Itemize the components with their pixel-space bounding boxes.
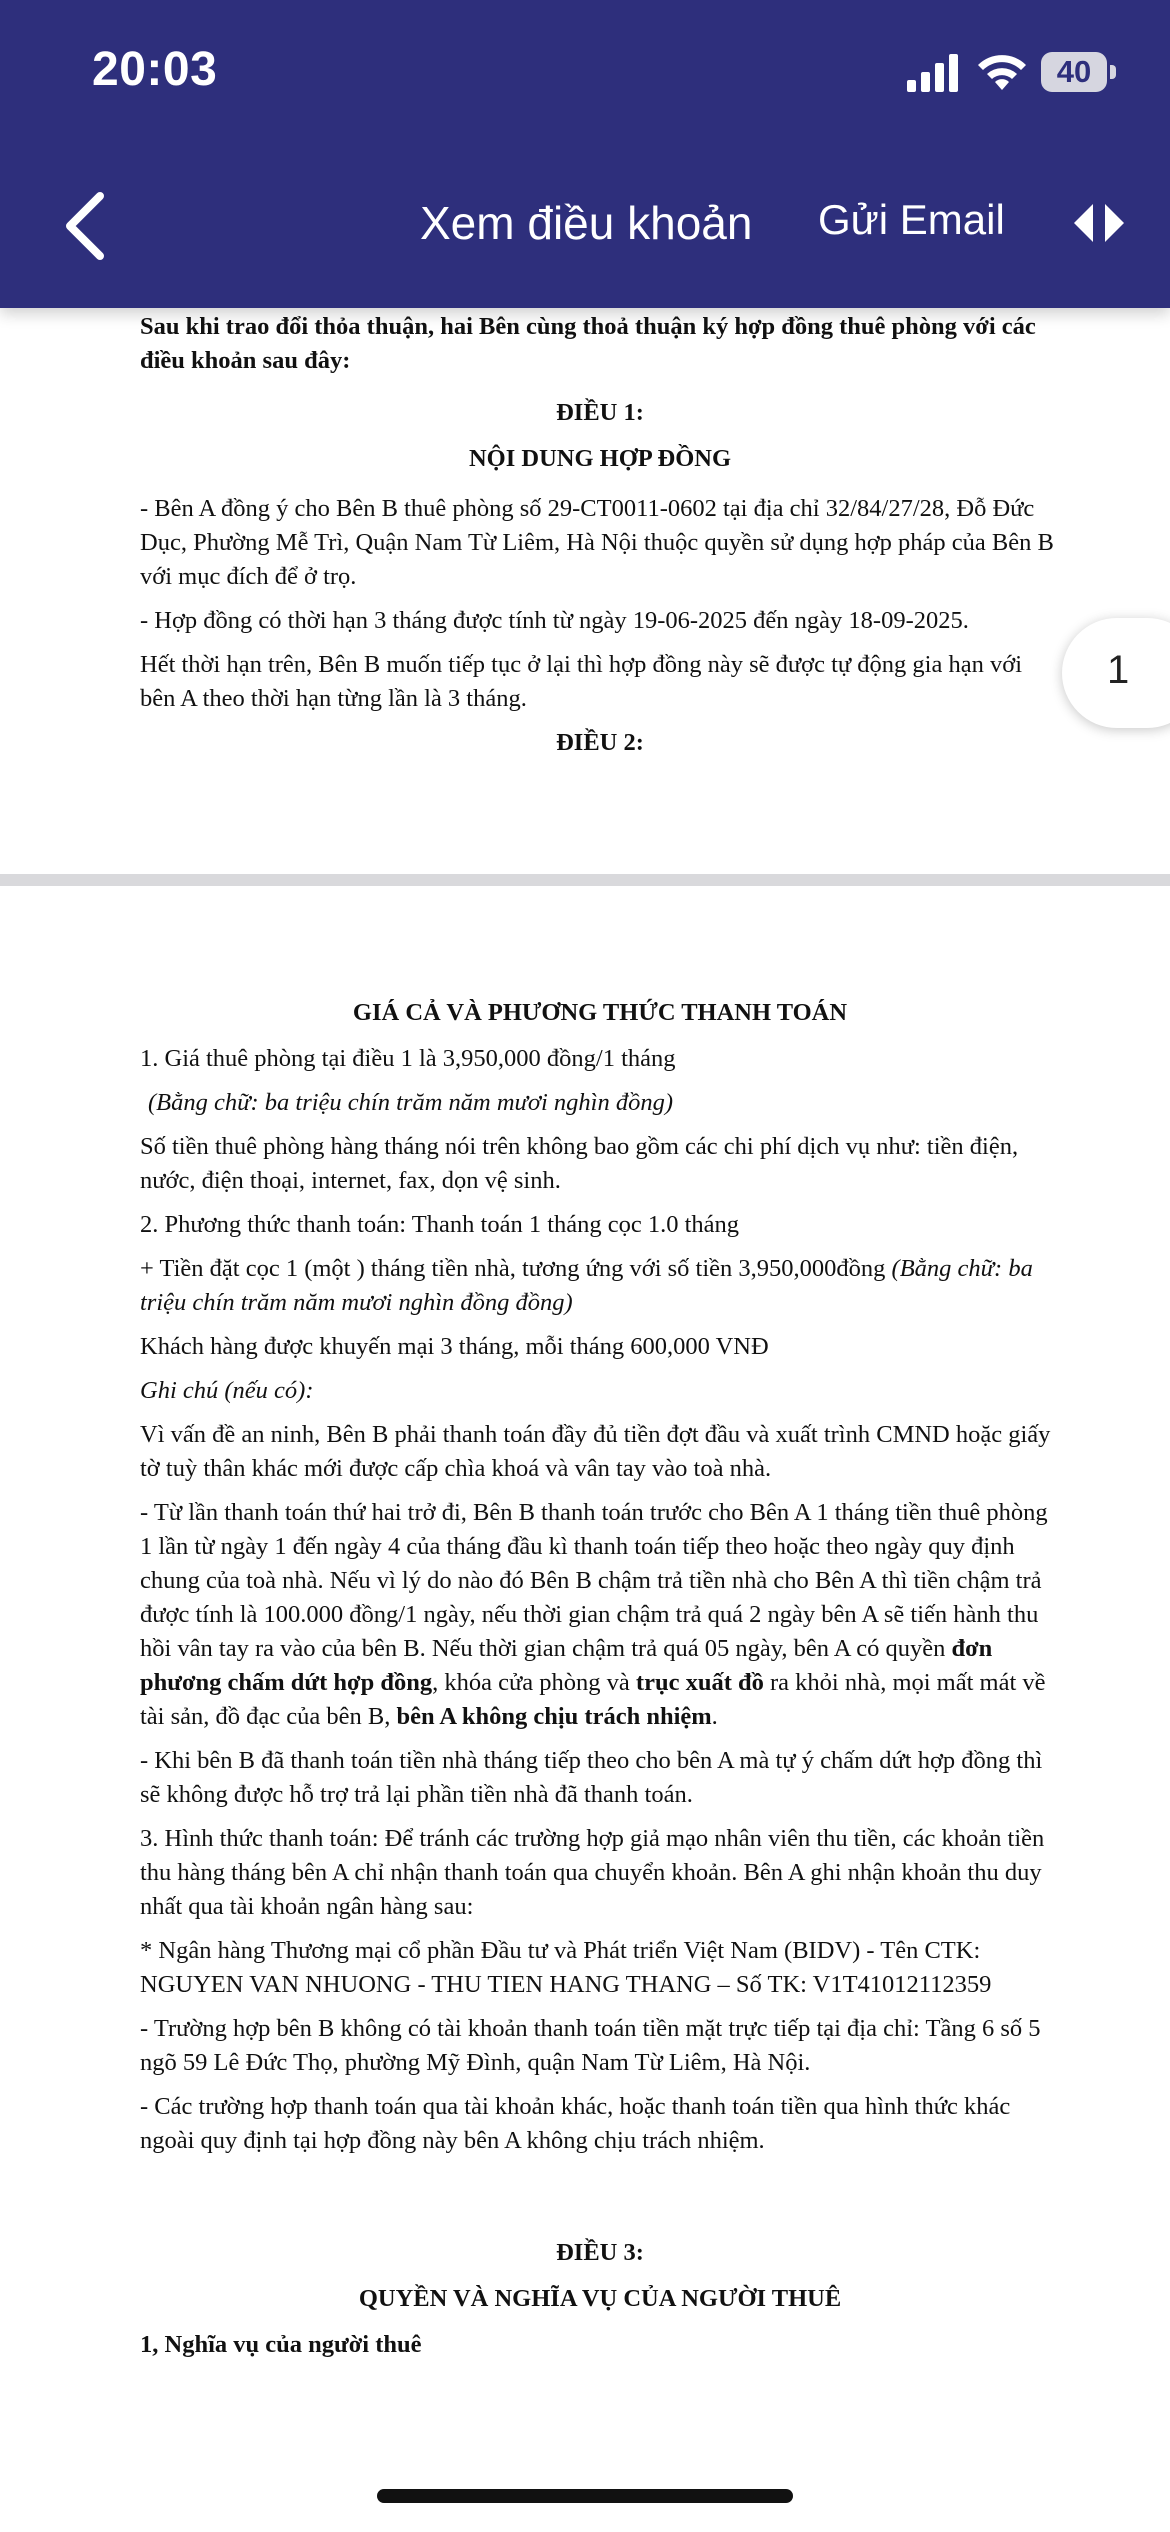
late-payment-text: - Từ lần thanh toán thứ hai trở đi, Bên B thanh toán trước cho Bên A 1 tháng tiền thuê phòng 1 lần từ ngày 1 đến ngày 4 của tháng đầu kì thanh toán tiếp theo hoặc theo ngày quy định chung của toà nhà. Nếu vì lý do nào đó Bên B chậm trả tiền nhà cho Bên A thì tiền chậm trả được tính là 100.000 đồng/1 ngày, nếu thời gian chậm trả quá 2 ngày bên A sẽ tiến hành thu hồi vân tay ra vào của bên B. Nếu thời gian chậm trả quá 05 ngày, bên A có quyền [140,1499,1048,1662]
deposit-in-words: (Bằng chữ: ba triệu chín trăm năm mươi nghìn đồng đồng) [140,1255,1033,1316]
tenant-duty-heading: 1, Nghĩa vụ của người thuê [140,2331,422,2358]
article-1-title: NỘI DUNG HỢP ĐỒNG [468,445,732,472]
article-1-paragraph-room: - Bên A đồng ý cho Bên B thuê phòng số 29-CT0011-0602 tại địa chỉ 32/84/27/28, Đỗ Đức Dục, Phường Mễ Trì, Quận Nam Từ Liêm, Hà Nội thuộc quyền sử dụng hợp pháp của Bên B với mục đích để ở trọ. [140,495,1054,590]
other-accounts-paragraph: - Các trường hợp thanh toán qua tài khoản khác, hoặc thanh toán tiền qua hình thức khác ngoài quy định tại hợp đồng này bên A không chịu trách nhiệm. [140,2093,1011,2154]
promotion-line: Khách hàng được khuyến mại 3 tháng, mỗi tháng 600,000 VNĐ [140,1333,769,1360]
home-indicator[interactable] [377,2489,793,2503]
article-1-paragraph-renewal: Hết thời hạn trên, Bên B muốn tiếp tục ở lại thì hợp đồng này sẽ được tự động gia hạn với bên A theo thời hạn từng lần là 3 tháng. [140,651,1022,712]
battery-cap [1110,65,1116,79]
late-payment-text-4: . [711,1703,718,1730]
article-2-heading: ĐIỀU 2: [556,729,644,756]
article-3-heading: ĐIỀU 3: [556,2239,644,2266]
page-number: 1 [1107,648,1130,692]
prev-next-arrows-icon[interactable] [1068,200,1130,246]
late-payment-text-2: , khóa cửa phòng và [432,1669,636,1696]
article-1-paragraph-term: - Hợp đồng có thời hạn 3 tháng được tính từ ngày 19-06-2025 đến ngày 18-09-2025. [140,607,969,634]
back-chevron-icon[interactable] [58,188,114,264]
price-in-words: (Bằng chữ: ba triệu chín trăm năm mươi nghìn đồng) [148,1089,673,1116]
payment-form-paragraph: 3. Hình thức thanh toán: Để tránh các trường hợp giả mạo nhân viên thu tiền, các khoản tiền thu hàng tháng bên A chỉ nhận thanh toán qua chuyển khoản. Bên A ghi nhận khoản thu duy nhất qua tài khoản ngân hàng sau: [140,1825,1045,1920]
status-time: 20:03 [92,43,218,96]
app-header [0,0,1170,308]
document-page-1 [140,310,1060,770]
fees-note: Số tiền thuê phòng hàng tháng nói trên không bao gồm các chi phí dịch vụ như: tiền điện, nước, điện thoại, internet, fax, dọn vệ sinh. [140,1133,1019,1194]
late-payment-paragraph [140,1496,1060,1734]
wifi-icon [975,52,1029,92]
note-label: Ghi chú (nếu có): [140,1377,314,1404]
battery-icon: 40 [1041,52,1107,92]
cash-payment-paragraph: - Trường hợp bên B không có tài khoản thanh toán tiền mặt trực tiếp tại địa chỉ: Tầng 6 số 5 ngõ 59 Lê Đức Thọ, phường Mỹ Đình, quận Nam Từ Liêm, Hà Nội. [140,2015,1041,2076]
bank-line-2: NGUYEN VAN NHUONG - THU TIEN HANG THANG – Số TK: V1T41012112359 [140,1971,992,1998]
security-paragraph: Vì vấn đề an ninh, Bên B phải thanh toán đầy đủ tiền đợt đầu và xuất trình CMND hoặc giấy tờ tuỳ thân khác mới được cấp chìa khoá và vân tay vào toà nhà. [140,1421,1051,1482]
price-line: 1. Giá thuê phòng tại điều 1 là 3,950,000 đồng/1 tháng [140,1045,676,1072]
page-separator [0,874,1170,886]
status-icons [905,52,1125,102]
bank-account-paragraph [140,1934,1060,2002]
payment-method: 2. Phương thức thanh toán: Thanh toán 1 tháng cọc 1.0 tháng [140,1211,740,1238]
cellular-signal-icon [905,52,961,92]
document-page-2 [140,996,1060,2372]
late-payment-bold-termination: đơn phương chấm dứt hợp đồng [140,1635,993,1696]
article-2-title: GIÁ CẢ VÀ PHƯƠNG THỨC THANH TOÁN [352,999,848,1026]
page-title: Xem điều khoản [420,197,753,249]
page-number-indicator[interactable] [1062,618,1170,728]
article-1-heading: ĐIỀU 1: [556,399,644,426]
send-email-button[interactable]: Gửi Email [818,196,1005,243]
bank-line-1: * Ngân hàng Thương mại cổ phần Đầu tư và Phát triển Việt Nam (BIDV) - Tên CTK: [140,1937,981,1964]
late-payment-bold-liability: bên A không chịu trách nhiệm [396,1703,712,1730]
deposit-text: + Tiền đặt cọc 1 (một ) tháng tiền nhà, tương ứng với số tiền 3,950,000đồng [140,1255,892,1282]
contract-intro: Sau khi trao đổi thỏa thuận, hai Bên cùng thoả thuận ký hợp đồng thuê phòng với các điều khoản sau đây: [140,313,1036,374]
no-refund-paragraph: - Khi bên B đã thanh toán tiền nhà tháng tiếp theo cho bên A mà tự ý chấm dứt hợp đồng thì sẽ không được hỗ trợ trả lại phần tiền nhà đã thanh toán. [140,1747,1043,1808]
late-payment-text-3: ra khỏi nhà, mọi mất mát về tài sản, đồ đạc của bên B, [140,1669,1046,1730]
deposit-paragraph [140,1252,1060,1320]
article-3-title: QUYỀN VÀ NGHĨA VỤ CỦA NGƯỜI THUÊ [358,2285,842,2312]
late-payment-bold-eviction: trục xuất đồ [635,1669,764,1696]
